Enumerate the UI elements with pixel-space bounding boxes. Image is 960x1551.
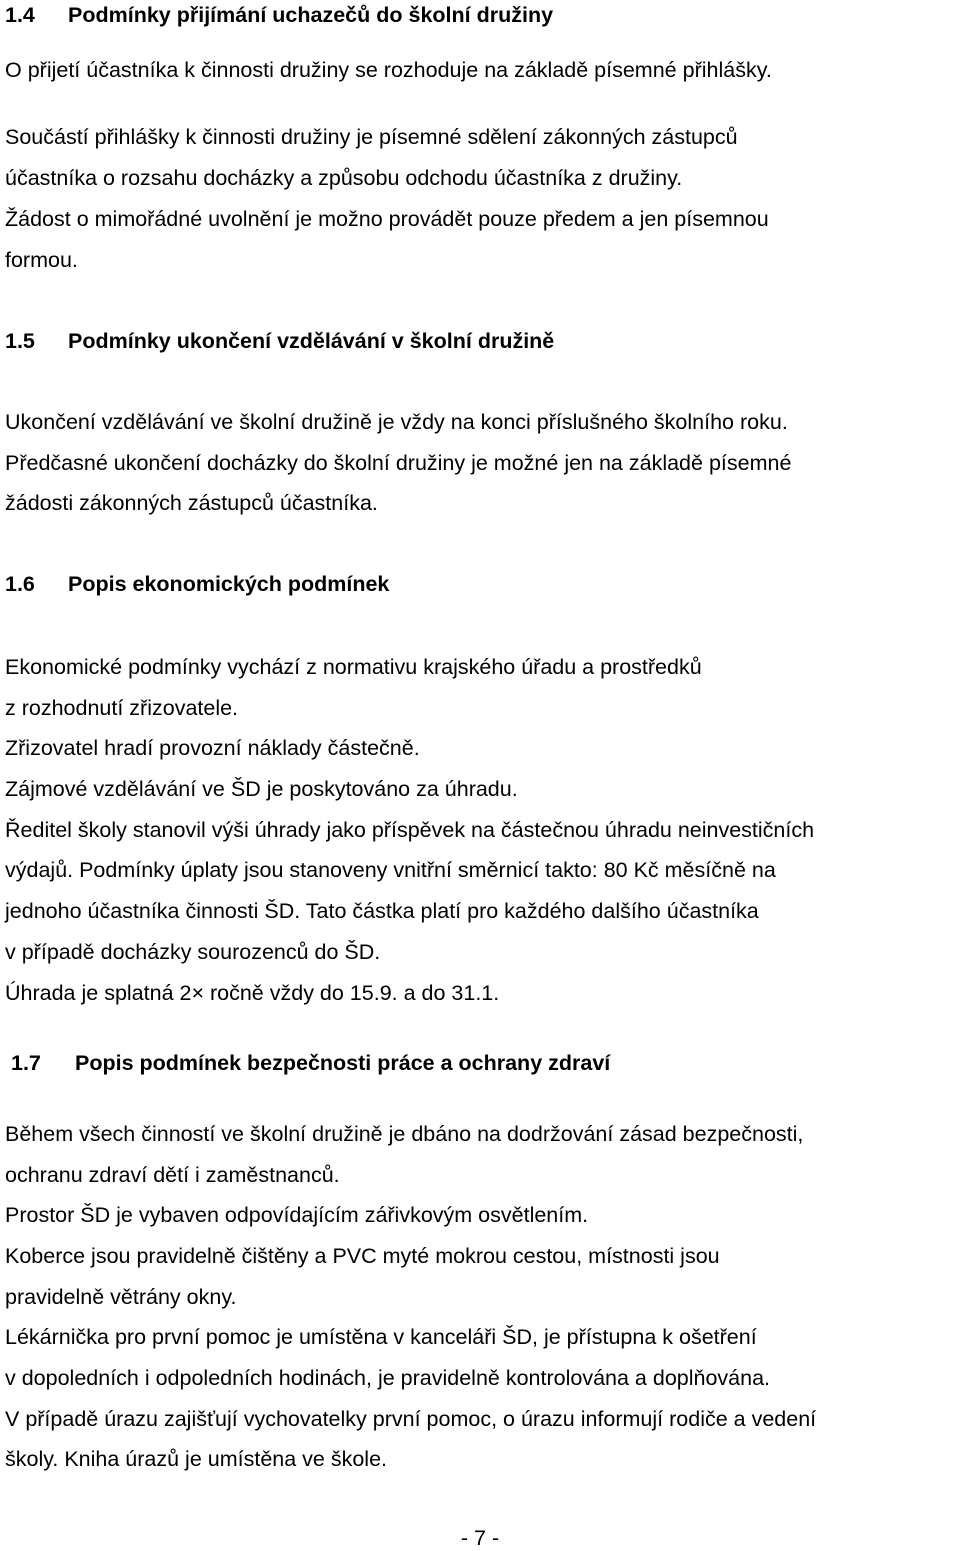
paragraph-line: Součástí přihlášky k činnosti družiny je písemné sdělení zákonných zástupců <box>5 125 738 149</box>
section-number: 1.5 <box>5 329 35 353</box>
section-title: Podmínky přijímání uchazečů do školní družiny <box>68 3 554 27</box>
section-number: 1.7 <box>11 1051 41 1075</box>
paragraph-line: formou. <box>5 248 78 272</box>
paragraph-line: Během všech činností ve školní družině je dbáno na dodržování zásad bezpečnosti, <box>5 1122 804 1146</box>
paragraph-line: Prostor ŠD je vybaven odpovídajícím zářivkovým osvětlením. <box>5 1203 589 1227</box>
section-number: 1.4 <box>5 3 35 27</box>
paragraph-line: z rozhodnutí zřizovatele. <box>5 696 239 720</box>
section-title: Popis ekonomických podmínek <box>68 572 390 596</box>
paragraph-line: Předčasné ukončení docházky do školní družiny je možné jen na základě písemné <box>5 451 792 475</box>
section-heading <box>5 571 389 597</box>
section-heading <box>5 2 553 28</box>
section-heading <box>5 328 554 354</box>
paragraph-line: Úhrada je splatná 2× ročně vždy do 15.9. a do 31.1. <box>5 981 500 1005</box>
section-title: Popis podmínek bezpečnosti práce a ochrany zdraví <box>75 1051 611 1075</box>
paragraph-line: jednoho účastníka činnosti ŠD. Tato částka platí pro každého dalšího účastníka <box>5 899 759 923</box>
paragraph-line: V případě úrazu zajišťují vychovatelky první pomoc, o úrazu informují rodiče a vedení <box>5 1407 817 1431</box>
paragraph-line: Zřizovatel hradí provozní náklady částečně. <box>5 736 420 760</box>
section-heading <box>11 1050 610 1076</box>
paragraph-line: žádosti zákonných zástupců účastníka. <box>5 491 378 515</box>
page-number: - 7 - <box>460 1526 500 1550</box>
paragraph-line: Ekonomické podmínky vychází z normativu krajského úřadu a prostředků <box>5 655 702 679</box>
paragraph-line: v dopoledních i odpoledních hodinách, je pravidelně kontrolována a doplňována. <box>5 1366 771 1390</box>
paragraph-line: Lékárnička pro první pomoc je umístěna v kanceláři ŠD, je přístupna k ošetření <box>5 1325 757 1349</box>
paragraph-line: účastníka o rozsahu docházky a způsobu odchodu účastníka z družiny. <box>5 166 683 190</box>
paragraph-line: pravidelně větrány okny. <box>5 1285 237 1309</box>
section-number: 1.6 <box>5 572 35 596</box>
paragraph-line: výdajů. Podmínky úplaty jsou stanoveny vnitřní směrnicí takto: 80 Kč měsíčně na <box>5 858 776 882</box>
paragraph-line: Ukončení vzdělávání ve školní družině je vždy na konci příslušného školního roku. <box>5 410 788 434</box>
paragraph-line: Žádost o mimořádné uvolnění je možno provádět pouze předem a jen písemnou <box>5 207 769 231</box>
paragraph-line: školy. Kniha úrazů je umístěna ve škole. <box>5 1447 388 1471</box>
paragraph-line: ochranu zdraví dětí i zaměstnanců. <box>5 1163 340 1187</box>
paragraph-line: Ředitel školy stanovil výši úhrady jako příspěvek na částečnou úhradu neinvestičních <box>5 818 815 842</box>
section-title: Podmínky ukončení vzdělávání v školní družině <box>68 329 555 353</box>
paragraph-line: Koberce jsou pravidelně čištěny a PVC myté mokrou cestou, místnosti jsou <box>5 1244 720 1268</box>
paragraph-line: O přijetí účastníka k činnosti družiny se rozhoduje na základě písemné přihlášky. <box>5 58 772 82</box>
paragraph-line: Zájmové vzdělávání ve ŠD je poskytováno za úhradu. <box>5 777 518 801</box>
paragraph-line: v případě docházky sourozenců do ŠD. <box>5 940 381 964</box>
